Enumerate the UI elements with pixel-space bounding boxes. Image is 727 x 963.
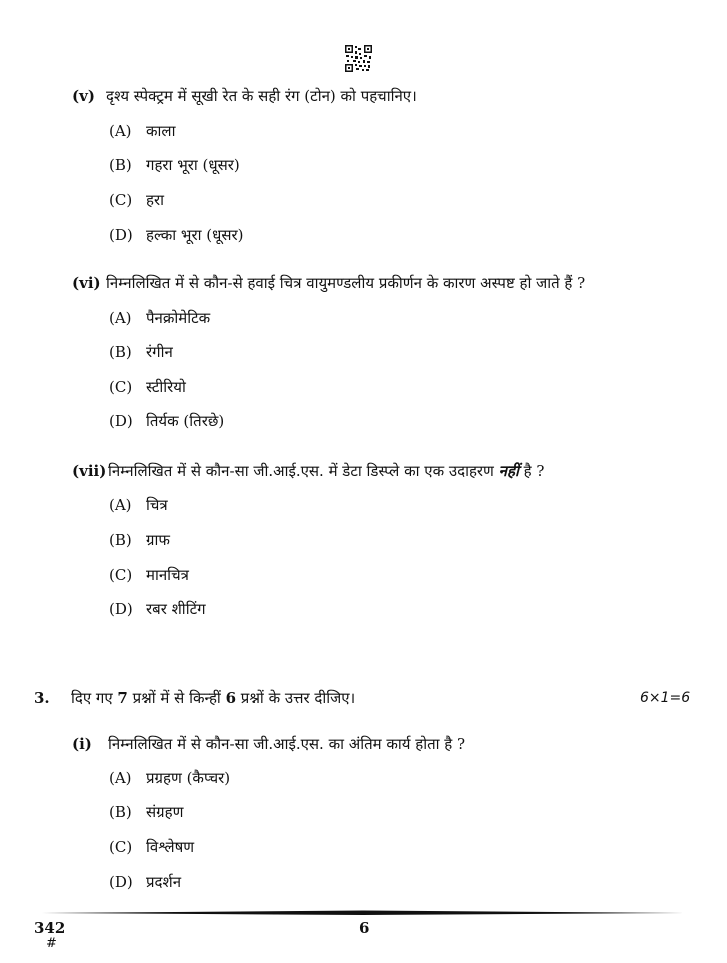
option-label: (D) [109, 412, 133, 430]
option-text: तिर्यक (तिरछे) [146, 412, 225, 430]
instruction-count-given: 7 [117, 689, 128, 707]
option-text: रबर शीटिंग [146, 600, 206, 618]
option-label: (A) [109, 309, 132, 327]
question-text-vii-before: निम्नलिखित में से कौन-सा जी.आई.एस. में डेटा डिस्प्ले का एक उदाहरण [108, 462, 499, 480]
option-label: (C) [109, 378, 133, 396]
question-number-vi: (vi) [72, 274, 101, 292]
question-text-vii [108, 461, 544, 481]
option-text: विश्लेषण [146, 838, 195, 856]
option-text: स्टीरियो [146, 378, 186, 396]
option-text: चित्र [146, 496, 168, 514]
paper-code-hash: # [46, 936, 57, 951]
question-text-3-i: निम्नलिखित में से कौन-सा जी.आई.एस. का अंतिम कार्य होता है ? [108, 735, 466, 753]
option-text: हरा [146, 191, 164, 209]
instruction-part: प्रश्नों में से किन्हीं [127, 689, 226, 707]
instruction-part: प्रश्नों के उत्तर दीजिए। [236, 689, 356, 707]
option-label: (A) [109, 769, 132, 787]
option-label: (D) [109, 226, 133, 244]
question-number-vii: (vii) [72, 462, 107, 480]
option-text: मानचित्र [146, 566, 189, 584]
option-label: (B) [109, 156, 132, 174]
option-label: (C) [109, 838, 133, 856]
option-text: काला [146, 122, 176, 140]
option-label: (D) [109, 873, 133, 891]
marks-allocation: 6×1=6 [640, 690, 691, 706]
question-number-3-i: (i) [72, 735, 92, 753]
option-label: (A) [109, 122, 132, 140]
option-label: (C) [109, 191, 133, 209]
option-text: संग्रहण [146, 803, 184, 821]
option-text: प्रदर्शन [146, 873, 182, 891]
option-text: हल्का भूरा (धूसर) [146, 226, 244, 244]
footer-rule [42, 910, 684, 915]
question-number-3: 3. [34, 689, 50, 707]
question-3-instruction [71, 688, 355, 708]
option-label: (B) [109, 531, 132, 549]
question-text-vii-emphasis: नहीं [498, 462, 519, 480]
option-text: गहरा भूरा (धूसर) [146, 156, 240, 174]
option-label: (B) [109, 803, 132, 821]
option-text: ग्राफ [146, 531, 170, 549]
option-text: पैनक्रोमेटिक [146, 309, 211, 327]
question-number-v: (v) [72, 87, 95, 105]
option-text: प्रग्रहण (कैप्चर) [146, 769, 231, 787]
instruction-count-answer: 6 [225, 689, 237, 707]
option-label: (D) [109, 600, 133, 618]
option-text: रंगीन [146, 343, 173, 361]
question-text-vii-after: है ? [518, 462, 545, 480]
page-number: 6 [359, 919, 370, 937]
option-label: (C) [109, 566, 133, 584]
question-text-v: दृश्य स्पेक्ट्रम में सूखी रेत के सही रंग (टोन) को पहचानिए। [106, 87, 417, 105]
option-label: (A) [109, 496, 132, 514]
option-label: (B) [109, 343, 132, 361]
question-text-vi: निम्नलिखित में से कौन-से हवाई चित्र वायुमण्डलीय प्रकीर्णन के कारण अस्पष्ट हो जाते हैं ? [106, 274, 586, 292]
paper-code: 342 [34, 919, 66, 937]
qr-code-icon [345, 45, 372, 72]
instruction-part: दिए गए [71, 689, 118, 707]
